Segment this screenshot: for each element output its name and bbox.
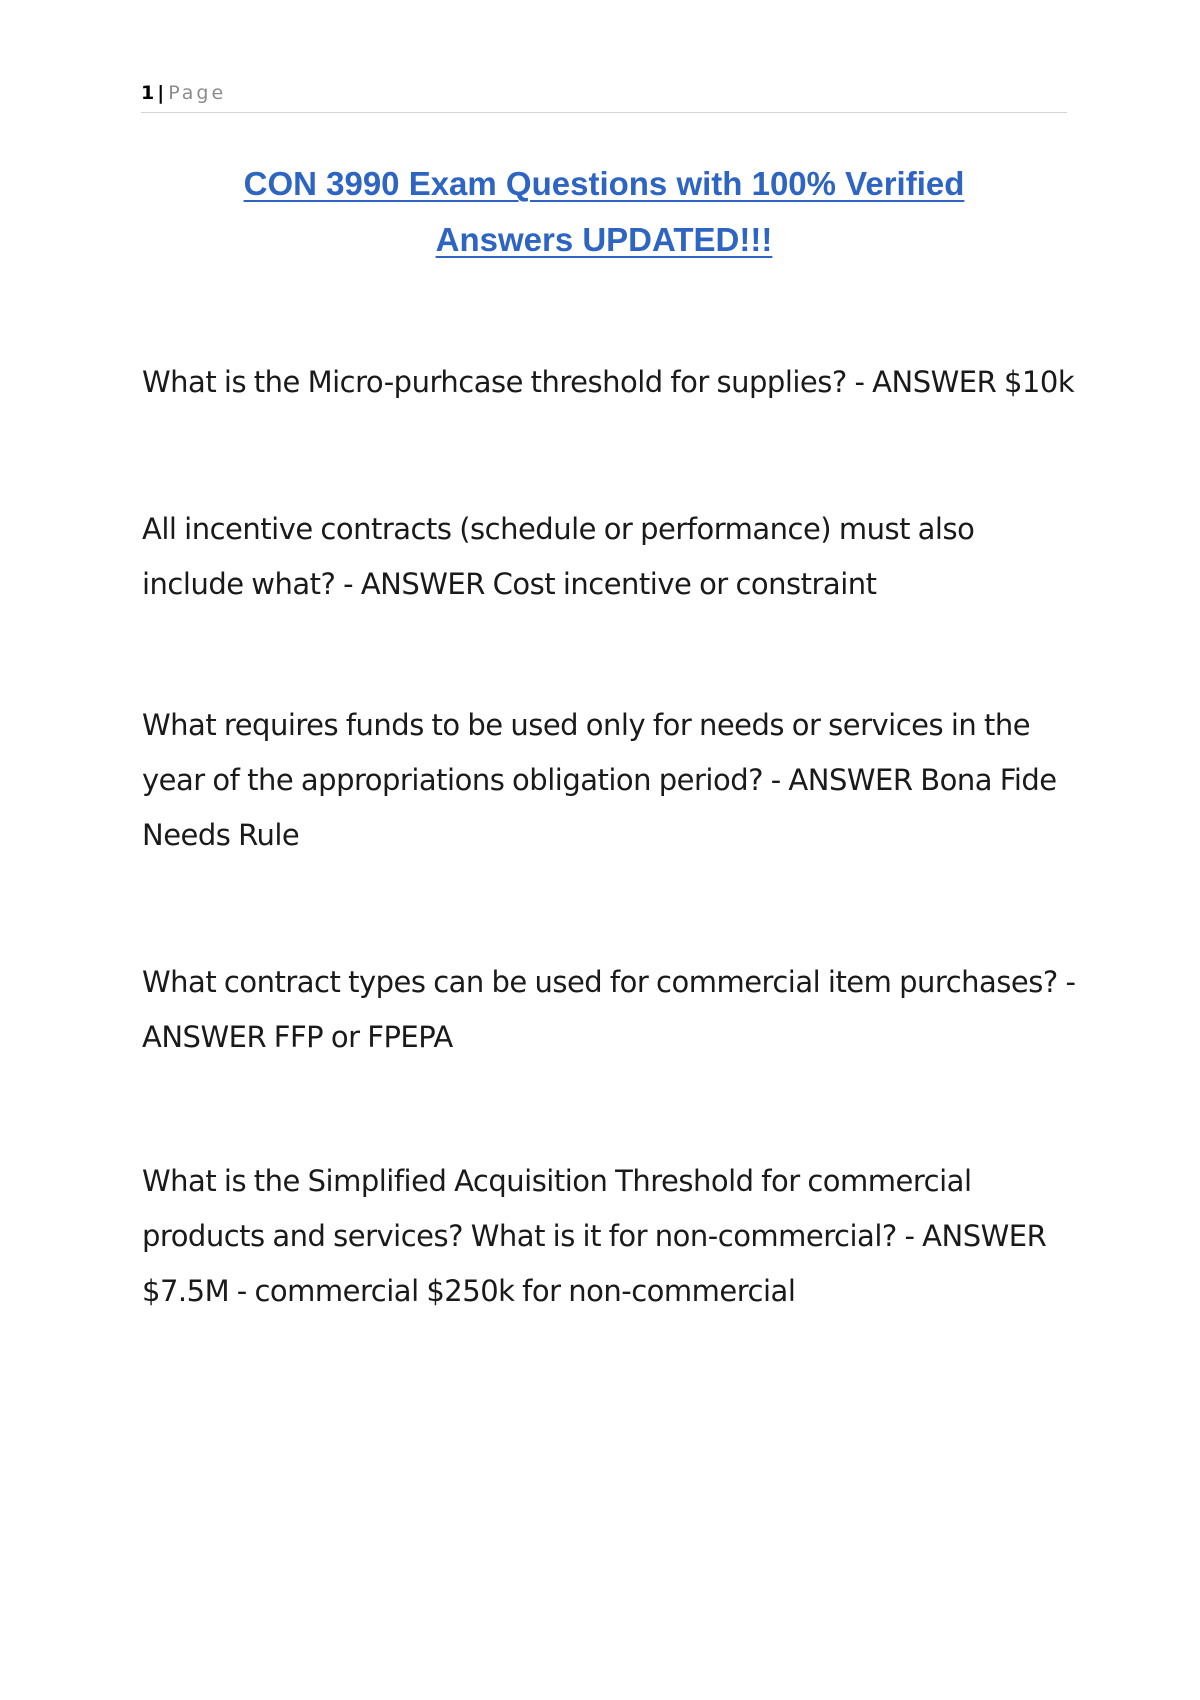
document-title — [141, 156, 1067, 268]
title-line-1: CON 3990 Exam Questions with 100% Verified — [243, 165, 965, 202]
question-answer-list — [142, 355, 1082, 1319]
page-header — [141, 78, 1067, 113]
qa-item-1: What is the Micro-purhcase threshold for supplies? - ANSWER $10k — [142, 365, 1075, 399]
qa-item-4: What contract types can be used for commercial item purchases? - ANSWER FFP or FPEPA — [142, 965, 1076, 1054]
qa-item-5: What is the Simplified Acquisition Threshold for commercial products and services? What is it for non-commercial? - ANSWER $7.5M - commercial $250k for non-commercial — [142, 1164, 1047, 1308]
qa-item-2: All incentive contracts (schedule or performance) must also include what? - ANSWER Cost incentive or constraint — [142, 512, 975, 601]
page-number: 1 — [141, 82, 155, 104]
title-line-2: Answers UPDATED!!! — [435, 221, 773, 258]
qa-item-3: What requires funds to be used only for needs or services in the year of the appropriations obligation period? - ANSWER Bona Fide Needs Rule — [142, 708, 1057, 852]
page-separator: | — [157, 82, 165, 104]
page-label: Page — [168, 82, 227, 104]
